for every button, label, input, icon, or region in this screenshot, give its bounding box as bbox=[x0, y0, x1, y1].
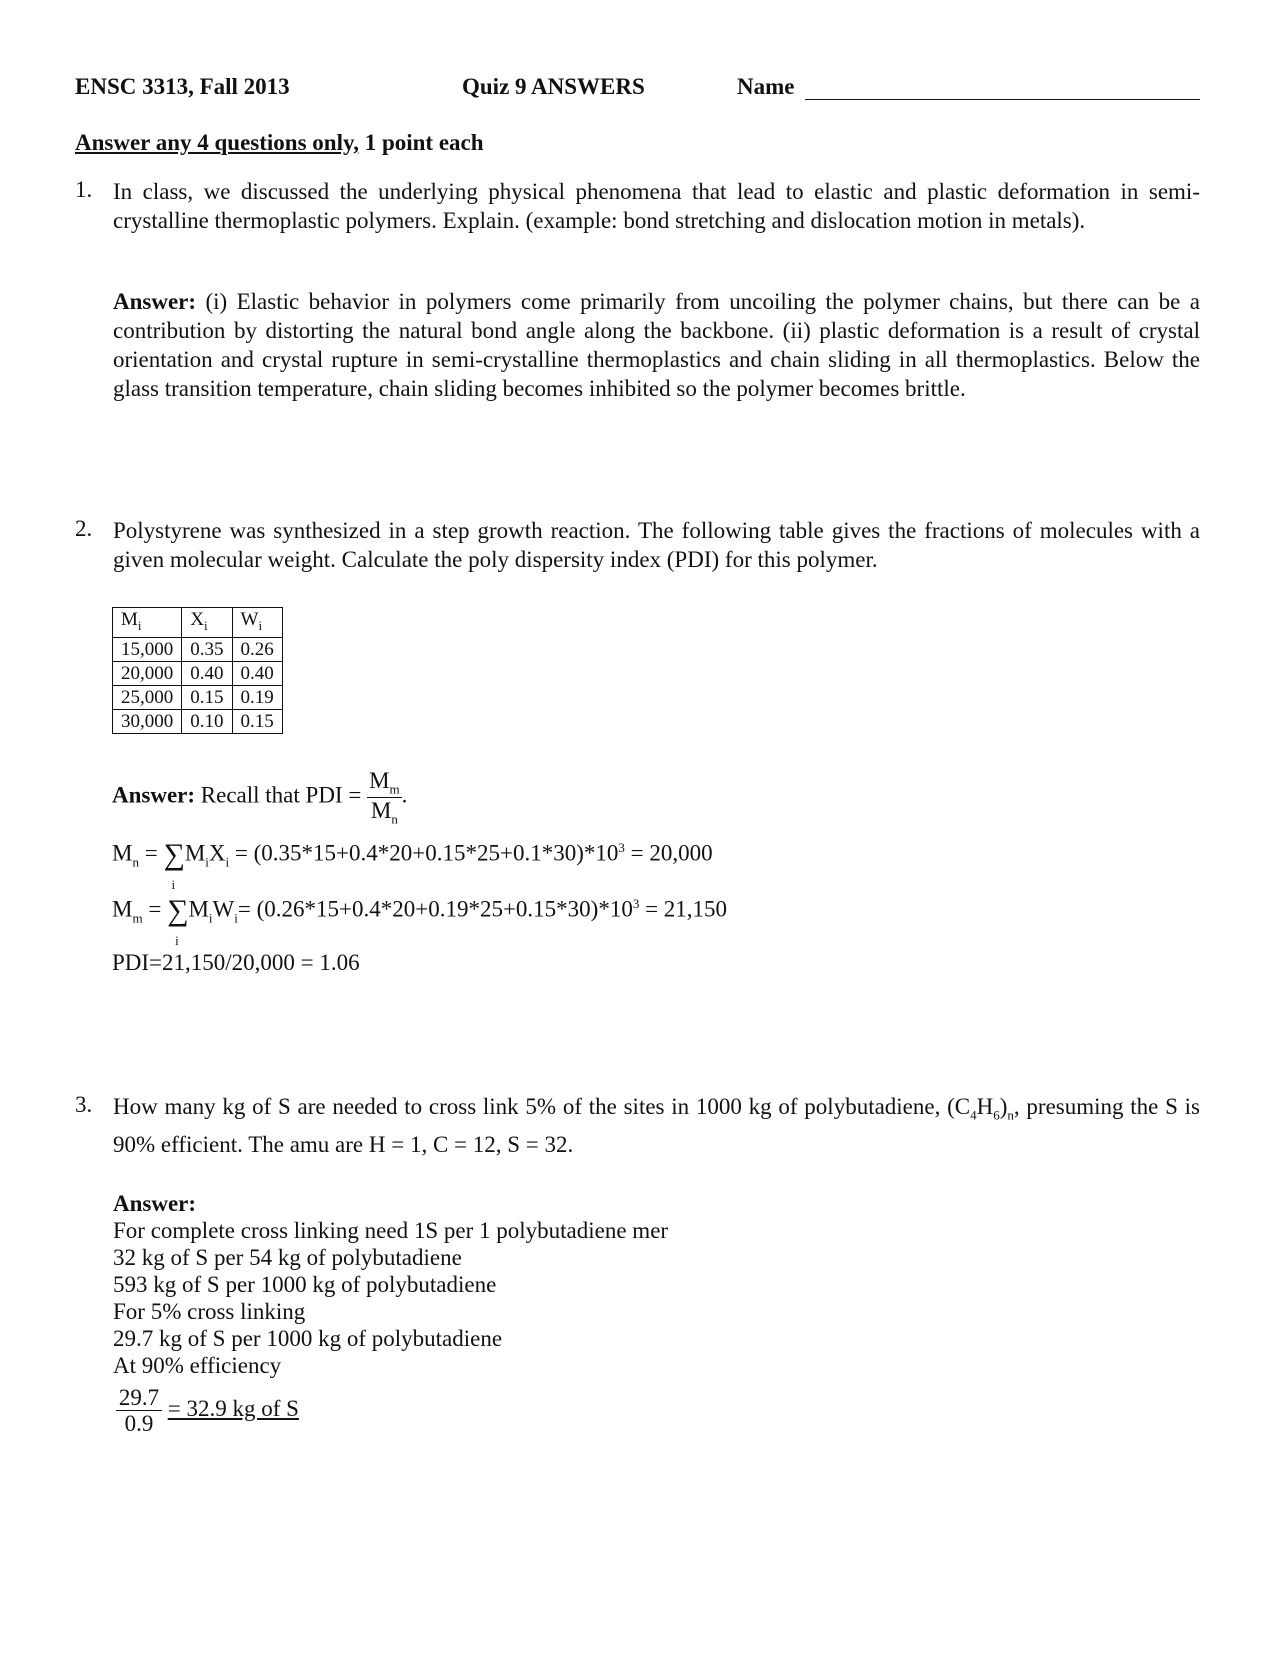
table-cell: 25,000 bbox=[113, 685, 182, 709]
table-cell: 0.15 bbox=[232, 709, 282, 733]
answer-line: 29.7 kg of S per 1000 kg of polybutadiene bbox=[113, 1326, 503, 1351]
instructions-underlined: Answer any 4 questions only, bbox=[75, 130, 359, 155]
sigma-symbol: ∑ i bbox=[167, 894, 189, 949]
page-header bbox=[75, 74, 1200, 104]
mm-equation: $M_m$ = ∑ i $M_iW_i= (0.26*15+0.4*20+0.19*25+0.15*30)*10^3 = 21,150$ bbox=[112, 894, 728, 949]
final-answer: = 32.9 kg of S bbox=[167, 1396, 299, 1422]
answer-line: For complete cross linking need 1S per 1 polybutadiene mer bbox=[113, 1218, 669, 1243]
header-cell-mi: $M_i$ bbox=[113, 608, 182, 638]
answer-1 bbox=[113, 287, 1200, 403]
pdi-result: PDI=21,150/20,000 = 1.06 bbox=[112, 950, 360, 975]
answer-line: 593 kg of S per 1000 kg of polybutadiene bbox=[113, 1272, 497, 1297]
question-number: 2. bbox=[75, 516, 93, 541]
instructions bbox=[75, 130, 484, 156]
question-text: Polystyrene was synthesized in a step growth reaction. The following table gives the fractions of molecules with a given molecular weight. Calculate the poly dispersity index (PDI) for this polymer. bbox=[113, 518, 1200, 572]
mn-expression: = (0.35*15+0.4*20+0.15*25+0.1*30)*10 bbox=[229, 840, 619, 866]
pdi-definition: Answer: Recall that PDI = $\frac{M_m}{M_n}$ . bbox=[112, 768, 408, 827]
recall-text: Recall that PDI = bbox=[195, 782, 362, 808]
question-number: 1. bbox=[75, 177, 93, 202]
answer-label: Answer: bbox=[113, 1191, 197, 1216]
answer-line: For 5% cross linking bbox=[113, 1299, 306, 1324]
question-text: In class, we discussed the underlying physical phenomena that lead to elastic and plastic deformation in semi-crystalline thermoplastic polymers. Explain. (example: bond stretching and dislocation motion in metals). bbox=[113, 179, 1200, 233]
question-text: How many kg of S are needed to cross link 5% of the sites in 1000 kg of polybutadiene, $(C_4H_6)_n$, presuming the S is 90% efficient. The amu are H = 1, C = 12, S = 32. bbox=[113, 1094, 1200, 1157]
quiz-title: Quiz 9 ANSWERS bbox=[462, 74, 645, 99]
table-row bbox=[113, 685, 283, 709]
table-cell: 30,000 bbox=[113, 709, 182, 733]
pdi-fraction: $\frac{M_m}{M_n}$ bbox=[369, 768, 400, 827]
table-cell: 0.19 bbox=[232, 685, 282, 709]
molecular-weight-table bbox=[112, 607, 283, 734]
table-row bbox=[113, 709, 283, 733]
answer-line: 32 kg of S per 54 kg of polybutadiene bbox=[113, 1245, 462, 1270]
answer-line: At 90% efficiency bbox=[113, 1353, 282, 1378]
answer-label: Answer: bbox=[112, 782, 196, 808]
mn-result: = 20,000 bbox=[624, 840, 713, 866]
answer-3 bbox=[113, 1190, 668, 1379]
table-cell: 0.10 bbox=[182, 709, 232, 733]
efficiency-calc bbox=[116, 1385, 299, 1437]
header-cell-wi: $W_i$ bbox=[232, 608, 282, 638]
mm-result: = 21,150 bbox=[639, 896, 728, 922]
instructions-rest: 1 point each bbox=[358, 130, 484, 155]
table-cell: 0.40 bbox=[232, 661, 282, 685]
table-cell: 0.15 bbox=[182, 685, 232, 709]
table-cell: 0.35 bbox=[182, 637, 232, 661]
table-row bbox=[113, 637, 283, 661]
header-cell-xi: $X_i$ bbox=[182, 608, 232, 638]
question-number: 3. bbox=[75, 1092, 93, 1117]
name-blank-line bbox=[805, 99, 1200, 100]
mn-equation: $M_n$ = ∑ i $M_iX_i = (0.35*15+0.4*20+0.15*25+0.1*30)*10^3 = 20,000$ bbox=[112, 838, 713, 893]
name-label: Name bbox=[737, 74, 795, 99]
question-2 bbox=[75, 516, 1200, 574]
efficiency-fraction: $\frac{29.7}{0.9}$ bbox=[116, 1385, 162, 1437]
course-title: ENSC 3313, Fall 2013 bbox=[75, 74, 290, 99]
sigma-symbol: ∑ i bbox=[163, 838, 185, 893]
table-header-row bbox=[113, 608, 283, 638]
question-3 bbox=[75, 1092, 1200, 1159]
table-cell: 15,000 bbox=[113, 637, 182, 661]
table-cell: 20,000 bbox=[113, 661, 182, 685]
table-cell: 0.40 bbox=[182, 661, 232, 685]
answer-text: (i) Elastic behavior in polymers come primarily from uncoiling the polymer chains, but there can be a contribution by distorting the natural bond angle along the backbone. (ii) plastic deformation is a result of crystal orientation and crystal rupture in semi-crystalline thermoplastics and chain sliding in all thermoplastics. Below the glass transition temperature, chain sliding becomes inhibited so the polymer becomes brittle. bbox=[113, 289, 1200, 401]
table-cell: 0.26 bbox=[232, 637, 282, 661]
table-row bbox=[113, 661, 283, 685]
mm-expression: = (0.26*15+0.4*20+0.19*25+0.15*30)*10 bbox=[237, 896, 633, 922]
question-1 bbox=[75, 177, 1200, 235]
answer-label: Answer: bbox=[113, 289, 197, 314]
